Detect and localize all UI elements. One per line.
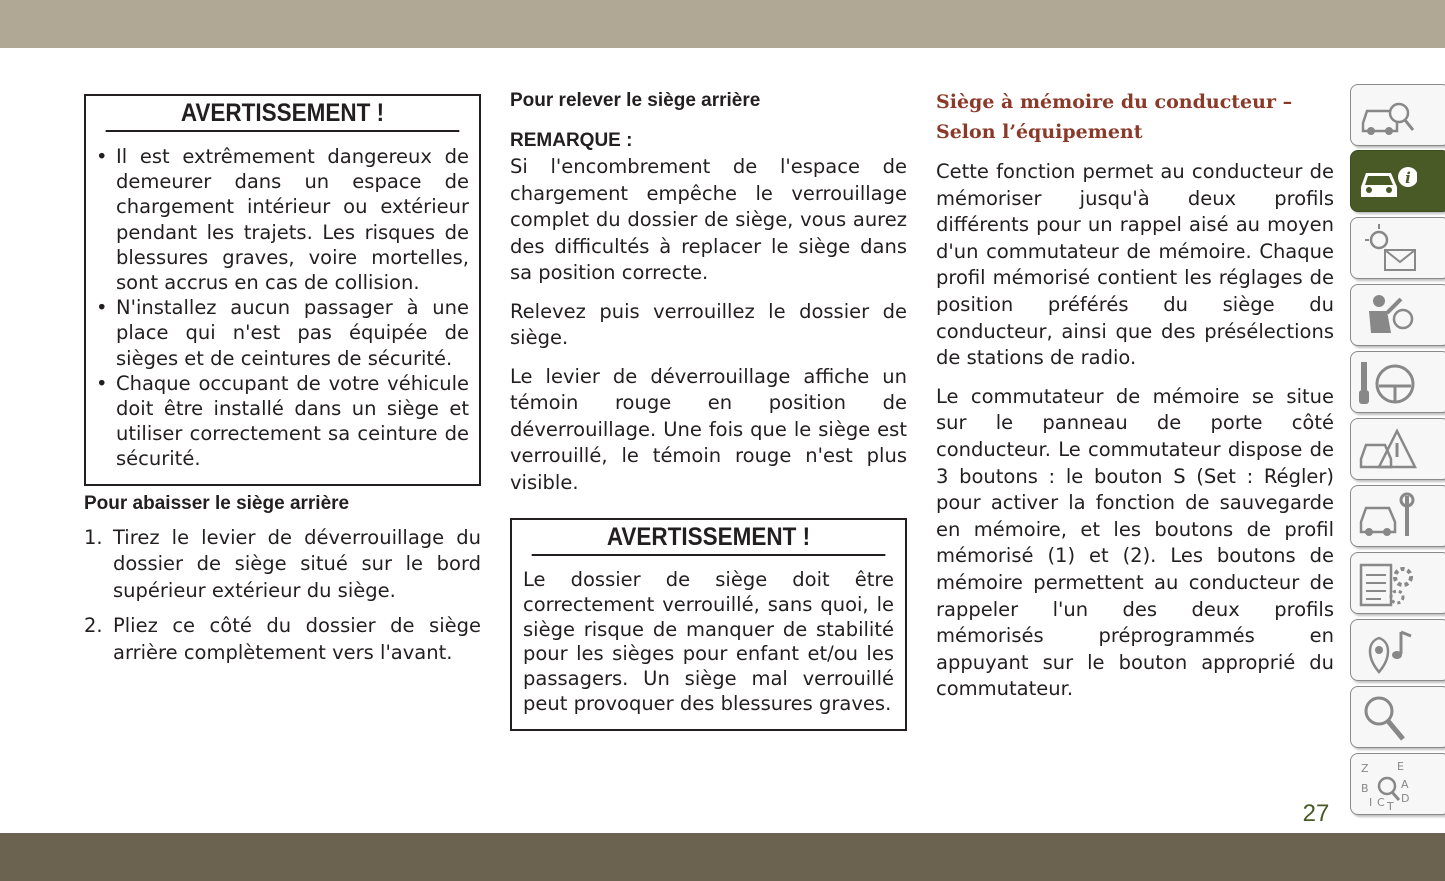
- index-letter: E: [1397, 760, 1404, 773]
- tab-car-info[interactable]: [1350, 150, 1445, 212]
- index-letter: B: [1361, 782, 1369, 795]
- tab-multimedia[interactable]: [1350, 619, 1445, 681]
- key-steering-wheel-icon: [1357, 356, 1417, 410]
- search-magnifier-icon: [1357, 691, 1417, 745]
- paragraph: Le commutateur de mémoire se situe sur le panneau de porte côté conducteur. Le commutateur dispose de 3 boutons : le bouton S (Set : Régler) pour activer la fonction de sauvegarde en mémoire, et les boutons de profil mémorisé (1) et (2). Les boutons de mémoire permettent au conducteur de rappeler l'un des deux profils mémorisés préprogrammés en appuyant sur le bouton approprié du commutateur.: [936, 384, 1334, 701]
- left-column: [84, 88, 481, 675]
- tab-emergency[interactable]: [1350, 418, 1445, 480]
- warning-light-message-icon: [1357, 222, 1417, 276]
- warning-item: • Il est extrêmement dangereux de demeurer dans un espace de chargement intérieur ou extérieur pendant les trajets. Les risques de blessures graves, voire mortelles, sont accrus en cas de collision.: [96, 145, 469, 295]
- multimedia-music-icon: [1357, 624, 1417, 678]
- warning-box: [84, 94, 481, 486]
- warning-item: • Chaque occupant de votre véhicule doit être installé dans un siège et utiliser correctement sa ceinture de sécurité.: [96, 371, 469, 471]
- bottom-footer-band: [0, 833, 1445, 881]
- tab-specifications[interactable]: [1350, 552, 1445, 614]
- tab-index[interactable]: [1350, 753, 1445, 815]
- section-title: Siège à mémoire du conducteur – Selon l’équipement: [936, 91, 1293, 143]
- car-hazard-icon: [1357, 423, 1417, 477]
- warning-text: Le dossier de siège doit être correctement verrouillé, sans quoi, le siège risque de manquer de stabilité pour les sièges pour enfant et/ou les passagers. Un siège mal verrouillé peut provoquer des blessures graves.: [523, 568, 894, 715]
- warning-title: AVERTISSEMENT !: [106, 96, 460, 132]
- index-letter: C: [1377, 796, 1385, 809]
- paragraph: Relevez puis verrouillez le dossier de siège.: [510, 299, 907, 349]
- index-letter: I: [1369, 796, 1373, 809]
- remarque-label: REMARQUE :: [510, 130, 633, 151]
- specifications-gear-icon: [1357, 557, 1417, 611]
- alphabetical-index-icon: [1357, 758, 1417, 812]
- paragraph: Si l'encombrement de l'espace de chargement empêche le verrouillage complet du dossier de siège, vous aurez des difficultés à replacer le siège dans sa position correcte.: [510, 155, 907, 284]
- index-letter: D: [1401, 792, 1410, 805]
- top-header-band: [0, 0, 1445, 48]
- index-letter: T: [1387, 800, 1394, 812]
- middle-column: [510, 88, 907, 731]
- tab-car-magnifier[interactable]: [1350, 84, 1445, 146]
- paragraph: Cette fonction permet au conducteur de mémoriser jusqu'à deux profils différents pour un rappel aisé au moyen d'un commutateur de mémoire. Chaque profil mémorisé contient les réglages de position préférés du siège du conducteur, ainsi que des présélections de stations de radio.: [936, 160, 1334, 370]
- car-magnifier-icon: [1357, 89, 1417, 143]
- subheading-raise-seat: Pour relever le siège arrière: [510, 90, 761, 111]
- right-column: [936, 88, 1334, 715]
- tab-warning-lights[interactable]: [1350, 217, 1445, 279]
- step-item: 1. Tirez le levier de déverrouillage du dossier de siège situé sur le bord supérieur extérieur du siège.: [84, 525, 481, 602]
- tab-maintenance[interactable]: [1350, 485, 1445, 547]
- page-number: 27: [1302, 800, 1330, 827]
- svg-text:i: i: [1405, 169, 1411, 187]
- paragraph: Le levier de déverrouillage affiche un témoin rouge en position de déverrouillage. Une fois que le siège est verrouillé, le témoin rouge n'est plus visible.: [510, 364, 907, 494]
- step-item: 2. Pliez ce côté du dossier de siège arrière complètement vers l'avant.: [84, 614, 481, 664]
- tab-starting[interactable]: [1350, 351, 1445, 413]
- warning-title: AVERTISSEMENT !: [532, 520, 886, 556]
- tab-search[interactable]: [1350, 686, 1445, 748]
- car-info-icon: [1357, 155, 1417, 209]
- index-letter: Z: [1361, 762, 1369, 775]
- car-wrench-icon: [1357, 490, 1417, 544]
- warning-item: • N'installez aucun passager à une place qui n'est pas équipée de sièges et de ceintures de sécurité.: [96, 296, 469, 370]
- index-letter: A: [1401, 778, 1409, 791]
- tab-safety[interactable]: [1350, 284, 1445, 346]
- warning-box: [510, 518, 907, 731]
- airbag-seatbelt-icon: [1357, 289, 1417, 343]
- steps-list: [84, 525, 481, 667]
- subheading-lower-seat: Pour abaisser le siège arrière: [84, 492, 350, 514]
- warning-list: [86, 132, 479, 484]
